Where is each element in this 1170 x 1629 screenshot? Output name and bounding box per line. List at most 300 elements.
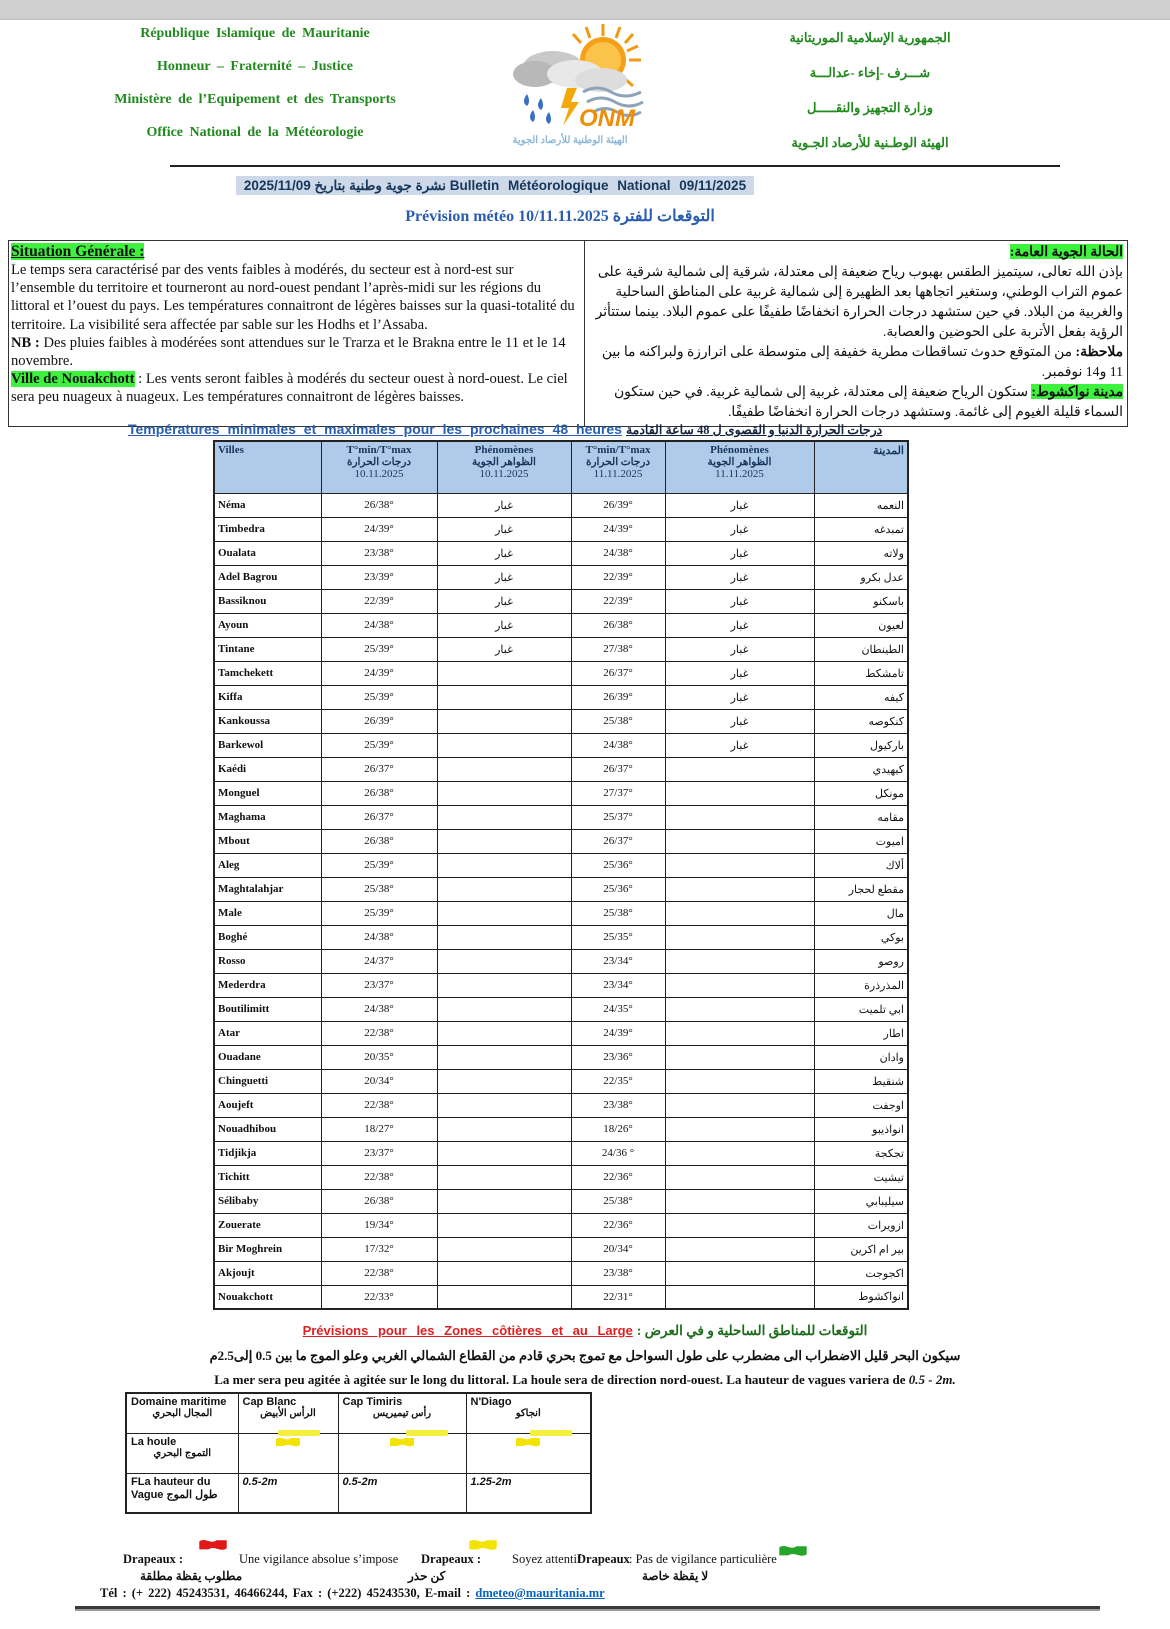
tminmax-11-cell: 26/37° — [571, 829, 665, 853]
city-name-ar-cell: اطار — [814, 1021, 908, 1045]
tminmax-10-cell: 22/39° — [321, 589, 437, 613]
phenomene-10-cell: غبار — [437, 565, 571, 589]
phenomene-10-cell — [437, 973, 571, 997]
phenomene-10-cell — [437, 925, 571, 949]
table-row — [214, 1021, 908, 1045]
city-name-ar-cell: مقطع لحجار — [814, 877, 908, 901]
phenomene-10-cell — [437, 853, 571, 877]
tminmax-11-cell: 18/26° — [571, 1117, 665, 1141]
red-flag-icon — [198, 1538, 228, 1554]
phenomene-11-cell — [665, 949, 814, 973]
phenomene-11-cell — [665, 1213, 814, 1237]
sun-cloud-rain-logo-icon — [475, 22, 665, 134]
logo-caption: الهيئة الوطنية للأرصاد الجوية — [512, 135, 628, 146]
header-tminmax-11: T°min/T°max درجات الحرارة 11.11.2025 — [571, 441, 665, 493]
email-link[interactable]: dmeteo@mauritania.mr — [475, 1586, 605, 1600]
city-name-cell: Chinguetti — [214, 1069, 321, 1093]
tminmax-10-cell: 23/38° — [321, 541, 437, 565]
footer-double-line — [75, 1606, 1100, 1611]
city-name-cell: Maghama — [214, 805, 321, 829]
city-name-cell: Bir Moghrein — [214, 1237, 321, 1261]
tminmax-10-cell: 26/38° — [321, 493, 437, 517]
green-flag-icon — [778, 1544, 808, 1560]
tminmax-10-cell: 25/39° — [321, 637, 437, 661]
tminmax-10-cell: 20/35° — [321, 1045, 437, 1069]
temperature-table — [213, 440, 909, 1310]
table-row — [214, 949, 908, 973]
tminmax-11-cell: 23/38° — [571, 1261, 665, 1285]
phenomene-11-cell: غبار — [665, 589, 814, 613]
tminmax-11-cell: 26/37° — [571, 757, 665, 781]
tminmax-10-cell: 24/38° — [321, 997, 437, 1021]
tminmax-10-cell: 23/37° — [321, 1141, 437, 1165]
phenomene-10-cell — [437, 829, 571, 853]
phenomene-10-cell — [437, 805, 571, 829]
tminmax-10-cell: 22/33° — [321, 1285, 437, 1309]
phenomene-10-cell — [437, 901, 571, 925]
tminmax-11-cell: 23/34° — [571, 949, 665, 973]
phenomene-10-cell — [437, 709, 571, 733]
phenomene-11-cell — [665, 1165, 814, 1189]
city-name-ar-cell: سيليبابي — [814, 1189, 908, 1213]
onm-logo — [440, 22, 700, 146]
tminmax-10-cell: 17/32° — [321, 1237, 437, 1261]
city-name-cell: Boghé — [214, 925, 321, 949]
city-name-ar-cell: تمبدغه — [814, 517, 908, 541]
phenomene-11-cell: غبار — [665, 613, 814, 637]
ministry-line: Ministère de l’Equipement et des Transports — [114, 92, 396, 107]
houle-ndiago-cell — [466, 1433, 591, 1473]
table-row — [214, 733, 908, 757]
phenomene-10-cell: غبار — [437, 493, 571, 517]
temp-title-ar: درجات الحرارة الدنيا و القصوى ل 48 ساعة القادمة — [625, 423, 883, 437]
phenomene-11-cell — [665, 853, 814, 877]
tminmax-11-cell: 25/37° — [571, 805, 665, 829]
table-row — [214, 589, 908, 613]
temp-table-header-row — [214, 441, 908, 493]
coastal-title-fr: Prévisions pour les Zones côtières et au Large — [302, 1323, 633, 1338]
drapeaux-label-3: Drapeaux — [577, 1552, 630, 1566]
city-name-cell: Ouadane — [214, 1045, 321, 1069]
maritime-table — [125, 1392, 592, 1514]
yellow-flag-icon — [275, 1436, 301, 1450]
tminmax-10-cell: 18/27° — [321, 1117, 437, 1141]
phenomene-10-cell: غبار — [437, 589, 571, 613]
phenomene-11-cell — [665, 1285, 814, 1309]
city-name-ar-cell: باسكنو — [814, 589, 908, 613]
nouakchott-label-fr: Ville de Nouakchott — [11, 370, 135, 387]
city-name-cell: Monguel — [214, 781, 321, 805]
general-situation-box — [8, 240, 1128, 427]
tminmax-11-cell: 25/35° — [571, 925, 665, 949]
phenomene-11-cell — [665, 1237, 814, 1261]
yellow-highlight-mark — [406, 1430, 448, 1436]
yellow-flag-icon — [515, 1436, 541, 1450]
tminmax-11-cell: 22/36° — [571, 1213, 665, 1237]
phenomene-10-cell: غبار — [437, 517, 571, 541]
situation-body-ar: بإذن الله تعالى، سيتميز الطقس بهبوب رياح ضعيفة إلى معتدلة، شرقية إلى شمالية شرقية على عموم التراب الوطني، وستغير اتجاهها بعد الظهيرة إلى شمالية غربية على المناطق الساحلية والغربية من البلاد. في حين ستشهد درجات الحرارة انخفاضًا طفيفًا على عموم البلاد. بينما ستتأثر الرؤية بفعل الأتربة على الحوضين والعصابة. — [595, 264, 1123, 339]
table-row — [214, 1069, 908, 1093]
tminmax-10-cell: 26/39° — [321, 709, 437, 733]
table-row — [214, 829, 908, 853]
city-name-ar-cell: ولاته — [814, 541, 908, 565]
hauteur-ndiago-cell: 1.25-2m — [466, 1473, 591, 1513]
phenomene-10-cell — [437, 1117, 571, 1141]
motto-line: Honneur – Fraternité – Justice — [156, 59, 354, 74]
tminmax-10-cell: 25/38° — [321, 877, 437, 901]
city-name-cell: Tamchekett — [214, 661, 321, 685]
tminmax-11-cell: 23/38° — [571, 1093, 665, 1117]
tminmax-11-cell: 24/39° — [571, 1021, 665, 1045]
tminmax-10-cell: 24/38° — [321, 613, 437, 637]
sea-state-arabic: سيكون البحر قليل الاضطراب الى مضطرب على طول السواحل مع تموج بحري قادم من القطاع الشمالي الغربي وعلو الموج ما بين 0.5 إلى2.5م — [209, 1348, 961, 1363]
tminmax-10-cell: 26/37° — [321, 757, 437, 781]
table-row — [214, 1045, 908, 1069]
city-name-ar-cell: مونكل — [814, 781, 908, 805]
yellow-flag-icon — [389, 1436, 415, 1450]
city-name-cell: Néma — [214, 493, 321, 517]
city-name-cell: Tidjikja — [214, 1141, 321, 1165]
table-row — [214, 1213, 908, 1237]
tminmax-10-cell: 19/34° — [321, 1213, 437, 1237]
city-name-cell: Nouadhibou — [214, 1117, 321, 1141]
yellow-flag-meaning: Soyez attentif — [512, 1552, 582, 1566]
tminmax-10-cell: 25/39° — [321, 685, 437, 709]
phenomene-10-cell — [437, 949, 571, 973]
header-divider — [170, 165, 1060, 167]
city-name-ar-cell: تجكجة — [814, 1141, 908, 1165]
situation-french-cell — [9, 241, 585, 426]
city-name-ar-cell: كيفه — [814, 685, 908, 709]
table-row — [214, 1093, 908, 1117]
table-row — [214, 973, 908, 997]
tminmax-10-cell: 24/39° — [321, 517, 437, 541]
phenomene-11-cell: غبار — [665, 565, 814, 589]
table-row — [214, 1261, 908, 1285]
tminmax-10-cell: 24/37° — [321, 949, 437, 973]
temp-table-body — [214, 493, 908, 1309]
city-name-cell: Boutilimitt — [214, 997, 321, 1021]
table-row — [214, 1237, 908, 1261]
bulletin-title-fr: Bulletin Météorologique National 09/11/2025 — [449, 178, 747, 193]
phenomene-10-cell — [437, 1261, 571, 1285]
city-name-cell: Oualata — [214, 541, 321, 565]
wave-height-range: 0.5 - 2m. — [908, 1372, 956, 1387]
city-name-ar-cell: مقامه — [814, 805, 908, 829]
tminmax-11-cell: 25/38° — [571, 901, 665, 925]
maritime-header-row — [126, 1393, 591, 1433]
tminmax-11-cell: 25/38° — [571, 709, 665, 733]
city-name-ar-cell: ازويرات — [814, 1213, 908, 1237]
tminmax-11-cell: 22/39° — [571, 565, 665, 589]
temperature-table-title — [128, 421, 882, 439]
hauteur-cap-timiris-cell: 0.5-2m — [338, 1473, 466, 1513]
city-name-cell: Kiffa — [214, 685, 321, 709]
phenomene-10-cell — [437, 1165, 571, 1189]
maritime-domain-header: Domaine maritime المجال البحري — [126, 1393, 238, 1433]
table-row — [214, 661, 908, 685]
city-name-ar-cell: وادان — [814, 1045, 908, 1069]
table-row — [214, 1141, 908, 1165]
city-name-cell: Sélibaby — [214, 1189, 321, 1213]
svg-text:ONM: ONM — [579, 105, 635, 132]
houle-cap-timiris-cell — [338, 1433, 466, 1473]
table-row — [214, 901, 908, 925]
situation-arabic-cell — [585, 241, 1127, 426]
city-name-ar-cell: لعيون — [814, 613, 908, 637]
bulletin-title-ar: نشرة جوية وطنية بتاريخ 2025/11/09 — [243, 178, 446, 193]
header-french-block — [30, 26, 480, 158]
city-name-cell: Ayoun — [214, 613, 321, 637]
tminmax-10-cell: 25/39° — [321, 733, 437, 757]
tminmax-10-cell: 22/38° — [321, 1261, 437, 1285]
phenomene-11-cell — [665, 805, 814, 829]
city-name-cell: Adel Bagrou — [214, 565, 321, 589]
phenomene-10-cell — [437, 1069, 571, 1093]
phenomene-10-cell — [437, 1237, 571, 1261]
tminmax-11-cell: 25/36° — [571, 853, 665, 877]
table-row — [214, 997, 908, 1021]
nb-text-ar: من المتوقع حدوث تساقطات مطرية خفيفة إلى متوسطة على اترارزة ولبراكنه ما بين 11 و14 نوفمبر. — [601, 344, 1123, 379]
city-name-ar-cell: بوكي — [814, 925, 908, 949]
city-name-ar-cell: تامشكط — [814, 661, 908, 685]
nb-label-fr: NB : — [11, 334, 40, 351]
tminmax-11-cell: 27/37° — [571, 781, 665, 805]
city-name-cell: Timbedra — [214, 517, 321, 541]
header-phenomenes-10: Phénomènes الظواهر الجوية 10.11.2025 — [437, 441, 571, 493]
tminmax-11-cell: 22/35° — [571, 1069, 665, 1093]
contact-line — [100, 1586, 605, 1601]
city-name-cell: Akjoujt — [214, 1261, 321, 1285]
houle-row — [126, 1433, 591, 1473]
header-arabic-block — [720, 30, 1020, 170]
table-row — [214, 1285, 908, 1309]
tminmax-11-cell: 26/38° — [571, 613, 665, 637]
situation-heading-fr: Situation Générale : — [11, 243, 145, 260]
tminmax-11-cell: 22/31° — [571, 1285, 665, 1309]
city-name-ar-cell: انواكشوط — [814, 1285, 908, 1309]
table-row — [214, 1165, 908, 1189]
city-name-ar-cell: روصو — [814, 949, 908, 973]
phenomene-11-cell: غبار — [665, 685, 814, 709]
phenomene-10-cell — [437, 1093, 571, 1117]
tminmax-10-cell: 24/38° — [321, 925, 437, 949]
phenomene-10-cell — [437, 685, 571, 709]
header-tminmax-10: T°min/T°max درجات الحرارة 10.11.2025 — [321, 441, 437, 493]
city-name-ar-cell: تيشيت — [814, 1165, 908, 1189]
phenomene-11-cell — [665, 877, 814, 901]
phenomene-10-cell — [437, 877, 571, 901]
bulletin-title-line — [0, 177, 990, 195]
temp-title-fr: Températures minimales et maximales pour les prochaines 48 heures — [128, 421, 622, 437]
tminmax-10-cell: 23/39° — [321, 565, 437, 589]
city-name-ar-cell: المذرذرة — [814, 973, 908, 997]
hauteur-cap-blanc-cell: 0.5-2m — [238, 1473, 338, 1513]
table-row — [214, 685, 908, 709]
drapeaux-label-2: Drapeaux : — [421, 1552, 482, 1566]
city-name-ar-cell: اكجوجت — [814, 1261, 908, 1285]
tminmax-10-cell: 25/39° — [321, 901, 437, 925]
phenomene-10-cell: غبار — [437, 541, 571, 565]
table-row — [214, 565, 908, 589]
houle-cap-blanc-cell — [238, 1433, 338, 1473]
city-name-cell: Nouakchott — [214, 1285, 321, 1309]
nb-label-ar: ملاحظة: — [1075, 344, 1123, 359]
tminmax-11-cell: 24/38° — [571, 733, 665, 757]
phenomene-11-cell — [665, 1045, 814, 1069]
phenomene-11-cell: غبار — [665, 517, 814, 541]
phenomene-10-cell — [437, 661, 571, 685]
city-name-ar-cell: كيهيدي — [814, 757, 908, 781]
republic-line: République Islamique de Mauritanie — [140, 26, 370, 41]
city-name-cell: Tichitt — [214, 1165, 321, 1189]
phenomene-10-cell — [437, 997, 571, 1021]
city-name-ar-cell: بير ام اكرين — [814, 1237, 908, 1261]
table-row — [214, 709, 908, 733]
tminmax-10-cell: 26/38° — [321, 781, 437, 805]
coastal-title-ar: التوقعات للمناطق الساحلية و في العرض : — [636, 1323, 868, 1338]
phenomene-11-cell — [665, 1021, 814, 1045]
city-name-cell: Mbout — [214, 829, 321, 853]
phenomene-10-cell: غبار — [437, 613, 571, 637]
tminmax-10-cell: 25/39° — [321, 853, 437, 877]
city-name-cell: Bassiknou — [214, 589, 321, 613]
tminmax-11-cell: 26/39° — [571, 685, 665, 709]
yellow-highlight-mark — [530, 1430, 572, 1436]
phenomene-11-cell — [665, 1261, 814, 1285]
tminmax-11-cell: 24/38° — [571, 541, 665, 565]
tminmax-11-cell: 25/38° — [571, 1189, 665, 1213]
table-row — [214, 541, 908, 565]
tminmax-10-cell: 20/34° — [321, 1069, 437, 1093]
table-row — [214, 1117, 908, 1141]
houle-label-cell: La houle التموج البحري — [126, 1433, 238, 1473]
city-name-cell: Rosso — [214, 949, 321, 973]
table-row — [214, 781, 908, 805]
phenomene-10-cell — [437, 1021, 571, 1045]
phenomene-11-cell: غبار — [665, 661, 814, 685]
phenomene-11-cell — [665, 781, 814, 805]
tminmax-11-cell: 24/35° — [571, 997, 665, 1021]
tminmax-10-cell: 24/39° — [321, 661, 437, 685]
phenomene-10-cell — [437, 1213, 571, 1237]
city-name-ar-cell: باركيول — [814, 733, 908, 757]
city-name-ar-cell: مال — [814, 901, 908, 925]
yellow-highlight-mark — [278, 1430, 320, 1436]
table-row — [214, 853, 908, 877]
drapeaux-label-1: Drapeaux : — [123, 1552, 184, 1566]
forecast-title-fr: Prévision météo 10/11.11.2025 — [405, 208, 609, 225]
yellow-flag-meaning-ar: كن حذر — [408, 1569, 446, 1583]
tminmax-11-cell: 22/39° — [571, 589, 665, 613]
republic-line-ar: الجمهورية الإسلامية الموريتانية — [789, 30, 951, 45]
phenomene-10-cell — [437, 1189, 571, 1213]
city-name-ar-cell: ابي تلميت — [814, 997, 908, 1021]
city-name-cell: Kaédi — [214, 757, 321, 781]
city-name-ar-cell: شنقيط — [814, 1069, 908, 1093]
phenomene-10-cell — [437, 1285, 571, 1309]
city-name-cell: Atar — [214, 1021, 321, 1045]
city-name-cell: Mederdra — [214, 973, 321, 997]
city-name-cell: Tintane — [214, 637, 321, 661]
phenomene-11-cell: غبار — [665, 709, 814, 733]
table-row — [214, 925, 908, 949]
city-name-ar-cell: اوجفت — [814, 1093, 908, 1117]
red-flag-meaning: Une vigilance absolue s’impose — [239, 1552, 399, 1566]
red-flag-meaning-ar: مطلوب يقظة مطلقة — [140, 1569, 243, 1583]
phenomene-11-cell — [665, 1117, 814, 1141]
header-phenomenes-11: Phénomènes الظواهر الجوية 11.11.2025 — [665, 441, 814, 493]
coastal-forecast-title — [0, 1322, 1170, 1340]
phenomene-11-cell — [665, 1069, 814, 1093]
nouakchott-text-fr: : Les vents seront faibles à modérés du secteur ouest à nord-ouest. Le ciel sera peu nuageux à nuageux. Les températures connaitront de légères baisses. — [11, 370, 568, 405]
phenomene-11-cell — [665, 1189, 814, 1213]
table-row — [214, 757, 908, 781]
phenomene-10-cell — [437, 733, 571, 757]
tminmax-11-cell: 23/34° — [571, 973, 665, 997]
table-row — [214, 613, 908, 637]
tminmax-11-cell: 24/36 ° — [571, 1141, 665, 1165]
page-top-band — [0, 0, 1170, 20]
office-line-ar: الهيئة الوطـنية للأرصاد الجـوية — [791, 135, 949, 150]
city-name-cell: Kankoussa — [214, 709, 321, 733]
ndiago-header: N'Diago انجاكو — [466, 1393, 591, 1433]
tminmax-11-cell: 27/38° — [571, 637, 665, 661]
hauteur-label-cell: FLa hauteur du Vague طول الموج — [126, 1473, 238, 1513]
phenomene-11-cell: غبار — [665, 637, 814, 661]
city-name-ar-cell: كنكوصه — [814, 709, 908, 733]
table-row — [214, 877, 908, 901]
tminmax-10-cell: 26/38° — [321, 1189, 437, 1213]
tminmax-10-cell: 22/38° — [321, 1021, 437, 1045]
phenomene-10-cell — [437, 757, 571, 781]
phenomene-10-cell — [437, 1141, 571, 1165]
table-row — [214, 493, 908, 517]
forecast-title-ar: التوقعات للفترة — [612, 208, 715, 225]
city-name-ar-cell: ألاك — [814, 853, 908, 877]
phenomene-11-cell — [665, 925, 814, 949]
city-name-ar-cell: الطينطان — [814, 637, 908, 661]
tminmax-10-cell: 23/37° — [321, 973, 437, 997]
city-name-cell: Barkewol — [214, 733, 321, 757]
phenomene-11-cell — [665, 901, 814, 925]
situation-heading-ar: الحالة الجوية العامة: — [1009, 244, 1123, 259]
tminmax-10-cell: 26/37° — [321, 805, 437, 829]
hauteur-row — [126, 1473, 591, 1513]
city-name-ar-cell: اميوت — [814, 829, 908, 853]
phenomene-10-cell — [437, 1045, 571, 1069]
city-name-cell: Zouerate — [214, 1213, 321, 1237]
tminmax-11-cell: 23/36° — [571, 1045, 665, 1069]
cap-timiris-header: Cap Timiris رأس تيميريس — [338, 1393, 466, 1433]
tminmax-10-cell: 26/38° — [321, 829, 437, 853]
sea-state-french: La mer sera peu agitée à agitée sur le long du littoral. La houle sera de direction nord-ouest. La hauteur de vagues variera de 0.5 - 2m. — [214, 1372, 956, 1387]
phenomene-11-cell: غبار — [665, 493, 814, 517]
table-row — [214, 805, 908, 829]
tminmax-10-cell: 22/38° — [321, 1093, 437, 1117]
tminmax-11-cell: 26/39° — [571, 493, 665, 517]
phenomene-11-cell — [665, 1093, 814, 1117]
nb-text-fr: Des pluies faibles à modérées sont attendues sur le Trarza et le Brakna entre le 11 et le 14 novembre. — [11, 334, 566, 369]
city-name-cell: Male — [214, 901, 321, 925]
city-name-ar-cell: عدل بكرو — [814, 565, 908, 589]
green-flag-meaning: : Pas de vigilance particulière — [629, 1552, 777, 1566]
tminmax-11-cell: 20/34° — [571, 1237, 665, 1261]
table-row — [214, 1189, 908, 1213]
phenomene-11-cell: غبار — [665, 733, 814, 757]
city-name-cell: Maghtalahjar — [214, 877, 321, 901]
forecast-title-line — [0, 206, 1120, 226]
